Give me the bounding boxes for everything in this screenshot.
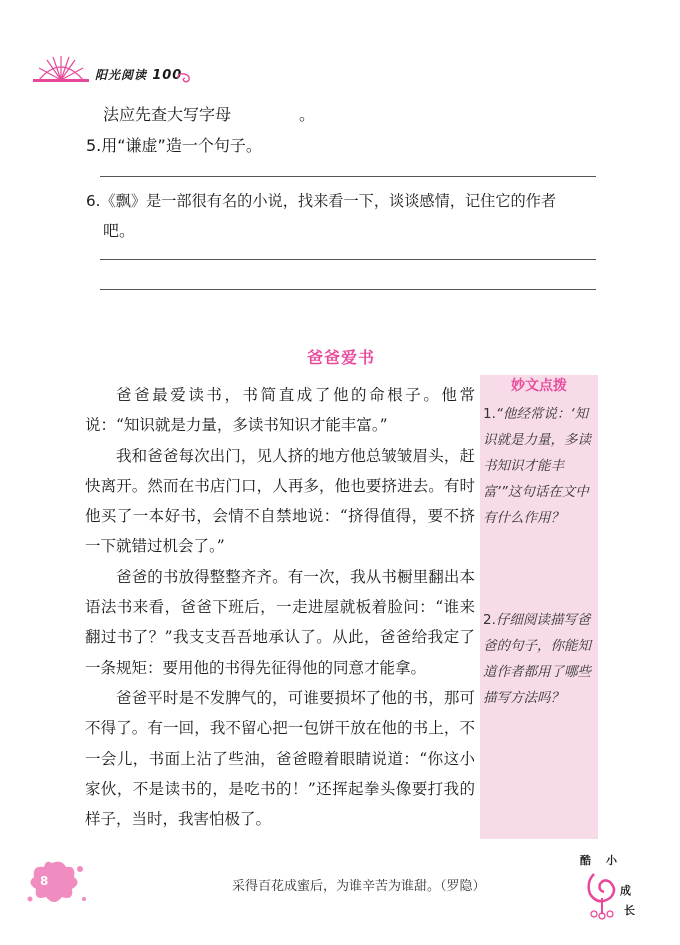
article-title: 爸爸爱书 [307, 348, 376, 367]
question-4-tail [103, 105, 315, 125]
tips-panel [480, 375, 598, 839]
footer-quote: 采得百花成蜜后，为谁辛苦为谁甜。（罗隐） [232, 879, 486, 894]
page-number: 8 [40, 874, 49, 888]
tip-2-number: 2. [483, 612, 496, 628]
badge-char-1: 酷 [580, 854, 591, 867]
brand-title [95, 66, 182, 83]
tip-1 [483, 401, 597, 531]
article-paragraph: 我和爸爸每次出门，见人挤的地方他总皱皱眉头，赶快离开。然而在书店门口，人再多，他也要挤进去。有时他买了一本好书，会情不自禁地说：“挤得值得，要不挤一下就错过机会了。” [85, 446, 475, 556]
article-paragraph: 爸爸的书放得整整齐齐。有一次，我从书橱里翻出本语法书来看，爸爸下班后，一走进屋就板着脸问：“谁来翻过书了？”我支支吾吾地承认了。从此，爸爸给我定了一条规矩：要用他的书得先征得他的同意才能拿。 [85, 567, 475, 677]
article-body [85, 380, 475, 834]
badge-char-2: 小 [606, 854, 617, 867]
q4-text: 法应先查大写字母 [103, 105, 232, 124]
sun-fan-logo-icon [33, 52, 89, 84]
ink-splat-icon [22, 855, 92, 910]
badge-char-3: 成 [620, 884, 631, 897]
tip-1-number: 1. [483, 406, 496, 422]
article-paragraph: 爸爸平时是不发脾气的，可谁要损坏了他的书，那可不得了。有一回，我不留心把一包饼干放在他的书上，不一会儿，书面上沾了些油，爸爸瞪着眼睛说道：“你这小家伙，不是读书的，是吃书的！”还挥起拳头像要打我的样子，当时，我害怕极了。 [85, 688, 475, 829]
q6-answer-line-1[interactable] [100, 259, 596, 260]
tip-1-text: “他经常说：‘知识就是力量，多读书知识才能丰富’”这句话在文中有什么作用？ [483, 406, 591, 526]
brand-title-text: 阳光阅读 [95, 68, 148, 82]
brand-number: 100 [152, 68, 183, 83]
question-5: 5.用“谦虚”造一个句子。 [86, 136, 262, 155]
question-6-line2: 吧。 [103, 221, 136, 240]
article-paragraph: 爸爸最爱读书，书简直成了他的命根子。他常说：“知识就是力量，多读书知识才能丰富。” [85, 386, 475, 435]
q4-end: 。 [299, 105, 316, 124]
swirl-icon [176, 72, 194, 84]
tips-heading: 妙文点拨 [511, 378, 567, 394]
q6-answer-line-2[interactable] [100, 289, 596, 290]
question-6-line1: 6.《飘》是一部很有名的小说，找来看一下，谈谈感情，记住它的作者 [86, 192, 557, 210]
q5-answer-line[interactable] [100, 176, 596, 177]
badge-char-4: 长 [624, 904, 635, 917]
tip-2-text: 仔细阅读描写爸爸的句子，你能知道作者都用了哪些描写方法吗？ [483, 612, 591, 706]
tip-2 [483, 607, 597, 711]
